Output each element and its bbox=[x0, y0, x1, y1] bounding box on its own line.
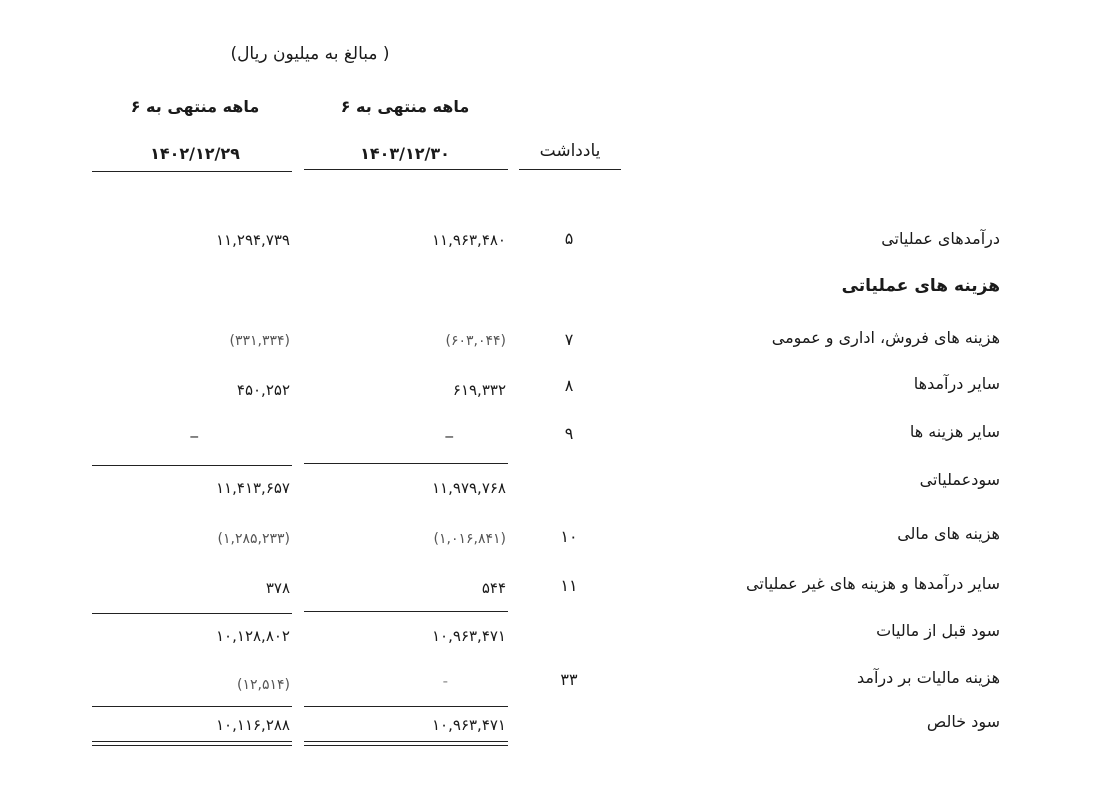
subtotal-rule-current bbox=[304, 611, 508, 612]
row-label: سودعملیاتی bbox=[919, 470, 1000, 489]
row-prior-value: ۴۵۰,۲۵۲ bbox=[236, 381, 290, 399]
row-current-value: ۱۱,۹۷۹,۷۶۸ bbox=[432, 479, 506, 497]
subtotal-rule-current bbox=[304, 463, 508, 464]
row-prior-value: (۳۳۱,۳۳۴) bbox=[229, 333, 290, 349]
row-label: سود خالص bbox=[926, 712, 1000, 731]
note-column-title: یادداشت bbox=[539, 141, 601, 161]
row-note: ۱۱ bbox=[560, 576, 578, 595]
subtotal-rule-prior bbox=[92, 706, 292, 707]
row-prior-value: ۱۰,۱۱۶,۲۸۸ bbox=[216, 716, 290, 734]
row-current-value: ۶۱۹,۳۳۲ bbox=[452, 381, 506, 399]
header-underline-current bbox=[304, 169, 508, 170]
row-prior-value: (۱۲,۵۱۴) bbox=[237, 677, 290, 693]
row-current-value: (۱,۰۱۶,۸۴۱) bbox=[433, 531, 506, 547]
row-label: سایر هزینه ها bbox=[909, 422, 1000, 441]
row-current-value: _ bbox=[445, 420, 453, 438]
row-prior-value: _ bbox=[190, 420, 198, 438]
col-current-date: ۱۴۰۳/۱۲/۳۰ bbox=[360, 144, 450, 163]
row-label: سود قبل از مالیات bbox=[876, 621, 1000, 640]
col-prior-date: ۱۴۰۲/۱۲/۲۹ bbox=[150, 144, 240, 163]
row-current-value: (۶۰۳,۰۴۴) bbox=[445, 333, 506, 349]
row-prior-value: ۳۷۸ bbox=[265, 579, 290, 597]
row-label: سایر درآمدها و هزینه های غیر عملیاتی bbox=[746, 574, 1000, 593]
row-prior-value: ۱۱,۴۱۳,۶۵۷ bbox=[216, 479, 290, 497]
subtotal-rule-prior bbox=[92, 613, 292, 614]
row-current-value: ۱۱,۹۶۳,۴۸۰ bbox=[432, 231, 506, 249]
row-current-value: - bbox=[442, 672, 448, 690]
total-double-rule-current bbox=[304, 741, 508, 746]
row-label: هزینه مالیات بر درآمد bbox=[856, 668, 1000, 687]
row-prior-value: ۱۰,۱۲۸,۸۰۲ bbox=[216, 627, 290, 645]
section-heading-operating-expenses: هزینه های عملیاتی bbox=[841, 276, 1000, 296]
row-current-value: ۱۰,۹۶۳,۴۷۱ bbox=[432, 716, 506, 734]
row-note: ۱۰ bbox=[560, 527, 578, 546]
row-prior-value: (۱,۲۸۵,۲۳۳) bbox=[217, 531, 290, 547]
row-current-value: ۱۰,۹۶۳,۴۷۱ bbox=[432, 627, 506, 645]
col-prior-title: ۶ ماهه منتهی به bbox=[130, 97, 260, 116]
row-note: ۸ bbox=[564, 376, 574, 395]
subtotal-rule-prior bbox=[92, 465, 292, 466]
row-note: ۳۳ bbox=[560, 670, 578, 689]
row-label: سایر درآمدها bbox=[913, 374, 1000, 393]
col-current-title: ۶ ماهه منتهی به bbox=[340, 97, 470, 116]
subtotal-rule-current bbox=[304, 706, 508, 707]
row-label: درآمدهای عملیاتی bbox=[881, 229, 1000, 248]
row-note: ۷ bbox=[564, 330, 574, 349]
row-note: ۹ bbox=[564, 424, 574, 443]
row-prior-value: ۱۱,۲۹۴,۷۳۹ bbox=[216, 231, 290, 249]
total-double-rule-prior bbox=[92, 741, 292, 746]
header-underline-note bbox=[519, 169, 621, 170]
row-current-value: ۵۴۴ bbox=[481, 579, 506, 597]
row-label: هزینه های فروش، اداری و عمومی bbox=[771, 328, 1000, 347]
header-underline-prior bbox=[92, 171, 292, 172]
row-note: ۵ bbox=[564, 229, 574, 248]
units-caption: (مبالغ به میلیون ریال ) bbox=[230, 44, 390, 64]
row-label: هزینه های مالی bbox=[897, 524, 1000, 543]
